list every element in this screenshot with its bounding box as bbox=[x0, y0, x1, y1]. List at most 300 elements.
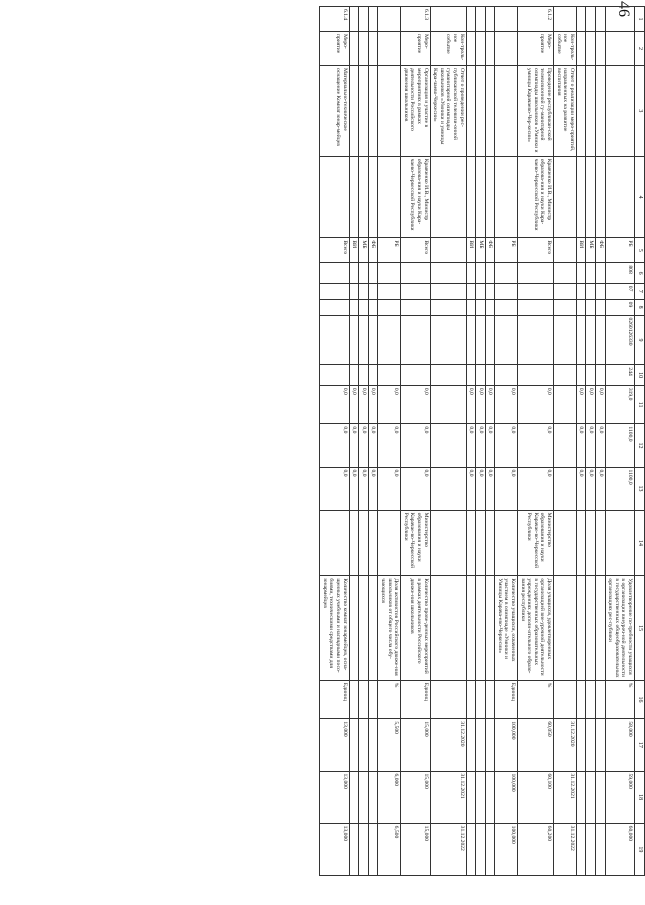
table-cell bbox=[430, 680, 466, 719]
table-cell: Доля учащихся, удовлетворенных организацией вне-урочной деятельности в государственных образовательных учреждениях дополн-ительного образо-вания республики bbox=[518, 576, 554, 680]
table-cell bbox=[349, 510, 359, 576]
table-cell bbox=[485, 365, 495, 385]
table-cell: Материально-техническое оснащение Комнат юнар-мейцев bbox=[320, 65, 349, 156]
table-cell bbox=[466, 823, 476, 875]
table-cell bbox=[596, 823, 606, 875]
table-row bbox=[401, 7, 430, 876]
table-cell bbox=[605, 7, 634, 32]
table-cell bbox=[476, 299, 486, 315]
table-cell bbox=[596, 263, 606, 283]
table-cell: 09 bbox=[605, 299, 634, 315]
table-cell bbox=[466, 719, 476, 771]
table-cell bbox=[401, 315, 430, 365]
column-number: 10 bbox=[635, 365, 645, 385]
table-cell bbox=[586, 65, 596, 156]
table-cell bbox=[378, 7, 401, 32]
table-cell: 0,0 bbox=[596, 385, 606, 424]
table-cell bbox=[554, 424, 577, 467]
table-cell: Меро-приятие bbox=[401, 31, 430, 65]
table-cell: 31.12.2020 bbox=[554, 719, 577, 771]
table-cell: % bbox=[378, 680, 401, 719]
table-cell bbox=[466, 680, 476, 719]
table-cell: 0,0 bbox=[320, 424, 349, 467]
table-cell bbox=[349, 31, 359, 65]
table-cell: 100,000 bbox=[495, 823, 518, 875]
table-row bbox=[554, 7, 577, 876]
table-cell bbox=[378, 365, 401, 385]
table-cell: ФБ bbox=[596, 238, 606, 263]
table-cell: РБ bbox=[495, 238, 518, 263]
table-cell bbox=[378, 263, 401, 283]
table-cell bbox=[586, 576, 596, 680]
table-cell bbox=[401, 299, 430, 315]
column-number: 3 bbox=[635, 65, 645, 156]
table-cell: 100,000 bbox=[495, 771, 518, 823]
table-cell bbox=[359, 283, 369, 299]
table-cell bbox=[518, 315, 554, 365]
table-cell: 31.12.2021 bbox=[554, 771, 577, 823]
table-cell bbox=[349, 283, 359, 299]
table-cell bbox=[430, 576, 466, 680]
table-cell bbox=[586, 680, 596, 719]
table-cell bbox=[476, 263, 486, 283]
table-cell: ВИ bbox=[576, 238, 586, 263]
table-cell: 1100,0 bbox=[605, 467, 634, 510]
table-cell: 15,000 bbox=[401, 719, 430, 771]
table-cell bbox=[596, 576, 606, 680]
table-cell bbox=[576, 283, 586, 299]
table-cell bbox=[359, 31, 369, 65]
table-cell bbox=[605, 31, 634, 65]
table-cell bbox=[466, 315, 476, 365]
table-cell: Единиц bbox=[401, 680, 430, 719]
table-cell: 0,0 bbox=[518, 467, 554, 510]
table-cell: Кравченко И.В., Министр образова-ния и науки Кара-чаево-Черкесской Республики bbox=[518, 156, 554, 238]
table-cell bbox=[576, 299, 586, 315]
table-cell bbox=[518, 365, 554, 385]
table-cell: 0,0 bbox=[485, 467, 495, 510]
table-cell bbox=[586, 31, 596, 65]
column-number: 2 bbox=[635, 31, 645, 65]
table-cell bbox=[485, 771, 495, 823]
table-cell bbox=[485, 719, 495, 771]
table-cell: 0,0 bbox=[466, 467, 476, 510]
table-cell: Отчет о проведении рес-публиканской телевизи-онной гуманитарной олимпиады школьников «Умники и умницы Кара-чаево-Черкесии» bbox=[430, 65, 466, 156]
table-cell bbox=[466, 365, 476, 385]
table-cell bbox=[320, 365, 349, 385]
table-cell bbox=[349, 576, 359, 680]
table-cell: 0,0 bbox=[401, 424, 430, 467]
table-cell bbox=[349, 823, 359, 875]
table-cell bbox=[401, 263, 430, 283]
table-cell bbox=[576, 263, 586, 283]
table-cell bbox=[485, 299, 495, 315]
table-cell bbox=[320, 299, 349, 315]
table-cell bbox=[605, 65, 634, 156]
table-cell bbox=[430, 263, 466, 283]
table-cell bbox=[476, 31, 486, 65]
table-cell bbox=[466, 576, 476, 680]
table-cell bbox=[576, 510, 586, 576]
table-cell bbox=[485, 263, 495, 283]
table-cell bbox=[576, 771, 586, 823]
table-cell bbox=[359, 299, 369, 315]
table-cell bbox=[554, 510, 577, 576]
table-cell bbox=[586, 510, 596, 576]
table-cell: 0,0 bbox=[586, 467, 596, 510]
table-cell: 0,0 bbox=[495, 467, 518, 510]
column-number: 1 bbox=[635, 7, 645, 32]
table-cell bbox=[430, 7, 466, 32]
table-cell bbox=[349, 771, 359, 823]
table-cell bbox=[378, 510, 401, 576]
table-cell bbox=[476, 771, 486, 823]
table-cell: 0,0 bbox=[378, 467, 401, 510]
column-number: 16 bbox=[635, 680, 645, 719]
table-cell bbox=[586, 365, 596, 385]
table-cell bbox=[430, 385, 466, 424]
table-cell bbox=[518, 299, 554, 315]
table-cell bbox=[476, 680, 486, 719]
table-cell bbox=[495, 263, 518, 283]
table-cell bbox=[466, 263, 476, 283]
table-cell bbox=[368, 7, 378, 32]
table-cell bbox=[430, 510, 466, 576]
column-number: 14 bbox=[635, 510, 645, 576]
column-number: 19 bbox=[635, 823, 645, 875]
column-number: 11 bbox=[635, 385, 645, 424]
table-cell: Министерство образования и науки Карачае-во-Черкесской Республики bbox=[518, 510, 554, 576]
table-cell bbox=[430, 238, 466, 263]
table-cell: 0,0 bbox=[401, 385, 430, 424]
table-cell: 59,000 bbox=[605, 771, 634, 823]
table-cell bbox=[476, 156, 486, 238]
table-cell bbox=[359, 823, 369, 875]
table-cell bbox=[596, 510, 606, 576]
table-cell bbox=[378, 31, 401, 65]
table-cell bbox=[368, 510, 378, 576]
table-cell: 13,000 bbox=[320, 771, 349, 823]
table-cell bbox=[476, 283, 486, 299]
table-cell bbox=[485, 315, 495, 365]
table-cell: 6.1.4 bbox=[320, 7, 349, 32]
table-row bbox=[466, 7, 476, 876]
table-cell bbox=[349, 7, 359, 32]
table-row bbox=[586, 7, 596, 876]
table-cell bbox=[554, 467, 577, 510]
table-cell bbox=[576, 719, 586, 771]
table-cell: 0,0 bbox=[476, 424, 486, 467]
table-cell bbox=[349, 156, 359, 238]
table-cell bbox=[466, 31, 476, 65]
table-cell bbox=[596, 680, 606, 719]
column-number: 8 bbox=[635, 299, 645, 315]
table-cell bbox=[349, 263, 359, 283]
table-cell bbox=[518, 263, 554, 283]
table-row bbox=[430, 7, 466, 876]
table-cell bbox=[430, 156, 466, 238]
table-cell bbox=[378, 315, 401, 365]
table-cell bbox=[485, 576, 495, 680]
table-cell bbox=[359, 576, 369, 680]
table-cell: Всего bbox=[518, 238, 554, 263]
table-cell bbox=[596, 156, 606, 238]
table-cell: 0,0 bbox=[359, 385, 369, 424]
table-cell: РБ bbox=[605, 238, 634, 263]
table-cell bbox=[576, 31, 586, 65]
table-cell bbox=[368, 576, 378, 680]
table-cell bbox=[359, 263, 369, 283]
table-cell: 0,0 bbox=[401, 467, 430, 510]
table-cell bbox=[576, 315, 586, 365]
table-cell bbox=[368, 315, 378, 365]
table-cell bbox=[320, 156, 349, 238]
table-cell bbox=[554, 315, 577, 365]
table-cell bbox=[495, 7, 518, 32]
table-cell: 0,0 bbox=[349, 424, 359, 467]
table-cell: 0,0 bbox=[320, 385, 349, 424]
table-cell bbox=[430, 424, 466, 467]
table-cell bbox=[368, 771, 378, 823]
table-row bbox=[349, 7, 359, 876]
table-cell: 0,0 bbox=[320, 467, 349, 510]
table-cell bbox=[576, 576, 586, 680]
table-cell: 244 bbox=[605, 365, 634, 385]
table-cell: Меро-приятие bbox=[518, 31, 554, 65]
table-cell bbox=[349, 365, 359, 385]
table-cell bbox=[466, 771, 476, 823]
table-cell: Количество учащихся, охваченных участием в олимпиаде «Умники и Умницы Карача-ево-Черкесии» bbox=[495, 576, 518, 680]
table-cell bbox=[378, 156, 401, 238]
table-cell bbox=[401, 365, 430, 385]
table-cell bbox=[466, 156, 476, 238]
table-cell bbox=[430, 283, 466, 299]
table-cell bbox=[554, 156, 577, 238]
table-cell bbox=[320, 263, 349, 283]
table-row bbox=[605, 7, 634, 876]
table-cell bbox=[485, 283, 495, 299]
table-cell: 31.12.2020 bbox=[430, 719, 466, 771]
table-cell: 0,0 bbox=[596, 467, 606, 510]
table-cell: Кон-троль-ное событие bbox=[554, 31, 577, 65]
table-cell bbox=[576, 65, 586, 156]
table-cell bbox=[466, 510, 476, 576]
table-cell: 0,0 bbox=[576, 424, 586, 467]
table-cell: ФБ bbox=[485, 238, 495, 263]
table-cell: 13,000 bbox=[320, 719, 349, 771]
table-cell bbox=[605, 156, 634, 238]
table-cell bbox=[495, 299, 518, 315]
table-cell bbox=[518, 283, 554, 299]
table-cell bbox=[349, 680, 359, 719]
column-number: 13 bbox=[635, 467, 645, 510]
table-cell bbox=[368, 31, 378, 65]
table-cell bbox=[378, 65, 401, 156]
table-cell: 0,0 bbox=[495, 424, 518, 467]
table-cell bbox=[485, 680, 495, 719]
table-cell bbox=[320, 315, 349, 365]
table-cell bbox=[476, 719, 486, 771]
table-cell bbox=[466, 299, 476, 315]
table-cell bbox=[476, 315, 486, 365]
table-cell: 60,200 bbox=[518, 823, 554, 875]
table-cell: 6.1.2 bbox=[518, 7, 554, 32]
table-cell: 0,0 bbox=[518, 385, 554, 424]
table-cell bbox=[349, 65, 359, 156]
table-cell bbox=[554, 283, 577, 299]
table-cell bbox=[554, 680, 577, 719]
table-cell: 0,0 bbox=[359, 424, 369, 467]
table-cell bbox=[485, 510, 495, 576]
table-cell bbox=[495, 315, 518, 365]
table-cell bbox=[586, 823, 596, 875]
table-cell bbox=[554, 576, 577, 680]
table-cell bbox=[476, 576, 486, 680]
table-cell: 31.12.2021 bbox=[430, 771, 466, 823]
table-cell: 0,0 bbox=[596, 424, 606, 467]
table-row bbox=[495, 7, 518, 876]
table-cell: Всего bbox=[401, 238, 430, 263]
table-cell: Всего bbox=[320, 238, 349, 263]
table-cell: 0,0 bbox=[518, 424, 554, 467]
table-cell bbox=[485, 65, 495, 156]
table-cell bbox=[349, 719, 359, 771]
table-cell: 0,0 bbox=[586, 424, 596, 467]
table-cell: 0,0 bbox=[495, 385, 518, 424]
table-cell bbox=[586, 719, 596, 771]
table-cell: 15,000 bbox=[401, 771, 430, 823]
table-cell bbox=[401, 283, 430, 299]
table-cell bbox=[596, 315, 606, 365]
column-number: 12 bbox=[635, 424, 645, 467]
table-cell bbox=[586, 315, 596, 365]
table-cell bbox=[554, 385, 577, 424]
table-cell bbox=[485, 823, 495, 875]
table-cell bbox=[320, 283, 349, 299]
table-cell: 15,000 bbox=[401, 823, 430, 875]
table-cell: 31.12.2022 bbox=[554, 823, 577, 875]
table-cell bbox=[485, 156, 495, 238]
table-cell bbox=[359, 7, 369, 32]
table-cell: 5,500 bbox=[378, 719, 401, 771]
table-cell bbox=[430, 365, 466, 385]
table-cell: 31.12.2022 bbox=[430, 823, 466, 875]
table-row bbox=[518, 7, 554, 876]
table-cell: 0,0 bbox=[466, 385, 476, 424]
table-cell: 0,0 bbox=[378, 424, 401, 467]
table-row bbox=[320, 7, 349, 876]
table-cell: 0,0 bbox=[485, 385, 495, 424]
table-cell: ВИ bbox=[349, 238, 359, 263]
table-cell: 0,0 bbox=[378, 385, 401, 424]
page-number: 46 bbox=[615, 1, 632, 17]
table-cell bbox=[349, 315, 359, 365]
table-cell bbox=[586, 771, 596, 823]
table-cell bbox=[495, 31, 518, 65]
table-cell bbox=[586, 283, 596, 299]
table-cell bbox=[495, 156, 518, 238]
table-cell: 1100,0 bbox=[605, 424, 634, 467]
table-cell bbox=[485, 31, 495, 65]
table-cell bbox=[596, 7, 606, 32]
table-cell bbox=[368, 263, 378, 283]
table-row bbox=[368, 7, 378, 876]
table-row bbox=[596, 7, 606, 876]
table-cell bbox=[359, 680, 369, 719]
table-cell: Удовлетворение по-требности учащихся в организации внеуроч-ной деятельности в государственных общеобразовательных организациях рес-публики bbox=[605, 576, 634, 680]
table-cell: РБ bbox=[378, 238, 401, 263]
table-cell: 0,0 bbox=[586, 385, 596, 424]
table-cell: 0,0 bbox=[349, 467, 359, 510]
table-cell bbox=[554, 238, 577, 263]
column-number: 15 bbox=[635, 576, 645, 680]
table-cell bbox=[485, 7, 495, 32]
table-cell bbox=[476, 365, 486, 385]
table-cell bbox=[476, 823, 486, 875]
column-number: 6 bbox=[635, 263, 645, 283]
table-cell bbox=[495, 283, 518, 299]
table-cell: 0,0 bbox=[368, 467, 378, 510]
table-cell: Количество прове-денных мероприятий в рамках деятельности Российского движе-ния школьников bbox=[401, 576, 430, 680]
table-cell bbox=[576, 680, 586, 719]
table-cell bbox=[586, 156, 596, 238]
table-cell: 808 bbox=[605, 263, 634, 283]
table-cell bbox=[586, 7, 596, 32]
table-cell bbox=[576, 156, 586, 238]
table-cell bbox=[368, 719, 378, 771]
table-cell: Кравченко И.В., Министр образова-ния и науки Кара-чаево-Черкесской Республики bbox=[401, 156, 430, 238]
table-cell bbox=[476, 65, 486, 156]
table-cell bbox=[476, 7, 486, 32]
table-cell: Кон-троль-ное событие bbox=[430, 31, 466, 65]
header-row bbox=[635, 7, 645, 876]
table-cell bbox=[596, 299, 606, 315]
table-cell: Министерство образования и науки Карачае-во-Черкесской Республики bbox=[401, 510, 430, 576]
table-cell bbox=[466, 65, 476, 156]
table-cell: 6,000 bbox=[378, 771, 401, 823]
table-cell bbox=[586, 263, 596, 283]
table-cell bbox=[596, 719, 606, 771]
table-cell: 07 bbox=[605, 283, 634, 299]
table-cell: ФБ bbox=[368, 238, 378, 263]
table-cell bbox=[359, 65, 369, 156]
table-cell bbox=[368, 365, 378, 385]
table-cell: 0,0 bbox=[466, 424, 476, 467]
table-cell bbox=[320, 510, 349, 576]
table-cell: 0,0 bbox=[476, 385, 486, 424]
column-number: 5 bbox=[635, 238, 645, 263]
table-cell bbox=[466, 283, 476, 299]
table-cell bbox=[596, 65, 606, 156]
table-cell: Отчет о реализации меро-приятий, направленных на развитие воспитания bbox=[554, 65, 577, 156]
table-cell bbox=[359, 510, 369, 576]
table-cell: 60,100 bbox=[518, 771, 554, 823]
column-number: 17 bbox=[635, 719, 645, 771]
column-number: 7 bbox=[635, 283, 645, 299]
table-row bbox=[485, 7, 495, 876]
table-cell bbox=[430, 467, 466, 510]
table-cell: 0,0 bbox=[368, 424, 378, 467]
table-cell bbox=[554, 263, 577, 283]
table-cell: Количество комнат юнармейцев, осна-щенных учебными и наглядными посо-биями, техническими средствами для юнармейцев bbox=[320, 576, 349, 680]
table-cell bbox=[605, 510, 634, 576]
table-cell: Организация и участие в мероприятиях в рамках деятельности Российского движения школьников bbox=[401, 65, 430, 156]
table-cell bbox=[596, 31, 606, 65]
table-cell: 0,0 bbox=[485, 424, 495, 467]
table-cell bbox=[359, 315, 369, 365]
table-cell: % bbox=[605, 680, 634, 719]
column-number: 4 bbox=[635, 156, 645, 238]
